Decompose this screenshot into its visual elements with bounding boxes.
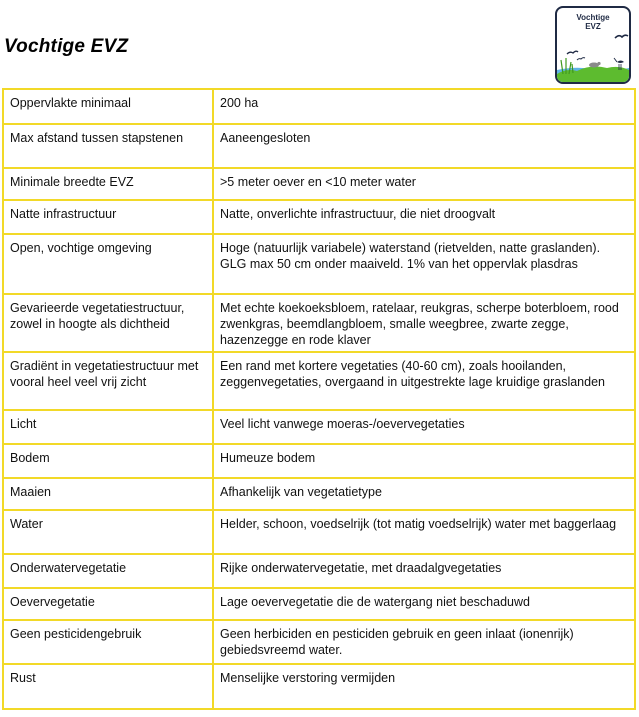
table-row bbox=[4, 168, 634, 200]
table-row bbox=[4, 664, 634, 708]
badge-title-line2: EVZ bbox=[585, 22, 601, 31]
row-label: Bodem bbox=[4, 444, 213, 478]
row-value: Lage oevervegetatie die de watergang niet beschaduwd bbox=[213, 588, 634, 620]
row-label: Rust bbox=[4, 664, 213, 708]
table-row bbox=[4, 294, 634, 352]
row-label: Max afstand tussen stapstenen bbox=[4, 124, 213, 168]
table-row bbox=[4, 588, 634, 620]
table-row bbox=[4, 410, 634, 444]
table-row bbox=[4, 510, 634, 554]
row-value: Een rand met kortere vegetaties (40-60 cm), zoals hooilanden, zeggenvegetaties, overgaand in uitgestrekte lage kruidige graslanden bbox=[213, 352, 634, 410]
row-label: Gevarieerde vegetatiestructuur, zowel in hoogte als dichtheid bbox=[4, 294, 213, 352]
row-label: Onderwatervegetatie bbox=[4, 554, 213, 588]
row-value: Afhankelijk van vegetatietype bbox=[213, 478, 634, 510]
table-row bbox=[4, 90, 634, 124]
criteria-table bbox=[2, 88, 636, 710]
row-value: 200 ha bbox=[213, 90, 634, 124]
row-value: Veel licht vanwege moeras-/oevervegetaties bbox=[213, 410, 634, 444]
row-label: Oppervlakte minimaal bbox=[4, 90, 213, 124]
row-value: Rijke onderwatervegetatie, met draadalgvegetaties bbox=[213, 554, 634, 588]
row-value: Met echte koekoeksbloem, ratelaar, reukgras, scherpe boterbloem, rood zwenkgras, beemdlangbloem, smalle weegbree, zwarte zegge, hazenzegge en rode klaver bbox=[213, 294, 634, 352]
row-value: Geen herbiciden en pesticiden gebruik en geen inlaat (ionenrijk) gebiedsvreemd water. bbox=[213, 620, 634, 664]
row-value: >5 meter oever en <10 meter water bbox=[213, 168, 634, 200]
row-label: Minimale breedte EVZ bbox=[4, 168, 213, 200]
row-value: Natte, onverlichte infrastructuur, die niet droogvalt bbox=[213, 200, 634, 234]
table-row bbox=[4, 234, 634, 294]
badge-title-line1: Vochtige bbox=[576, 13, 610, 22]
row-label: Licht bbox=[4, 410, 213, 444]
habitat-badge bbox=[555, 6, 631, 84]
row-value: Menselijke verstoring vermijden bbox=[213, 664, 634, 708]
row-value: Helder, schoon, voedselrijk (tot matig voedselrijk) water met baggerlaag bbox=[213, 510, 634, 554]
table-row bbox=[4, 478, 634, 510]
table-row bbox=[4, 554, 634, 588]
row-value: Aaneengesloten bbox=[213, 124, 634, 168]
table-row bbox=[4, 124, 634, 168]
row-label: Gradiënt in vegetatiestructuur met vooral heel veel vrij zicht bbox=[4, 352, 213, 410]
row-label: Open, vochtige omgeving bbox=[4, 234, 213, 294]
row-label: Water bbox=[4, 510, 213, 554]
row-label: Maaien bbox=[4, 478, 213, 510]
page-title: Vochtige EVZ bbox=[4, 36, 129, 57]
table-row bbox=[4, 620, 634, 664]
table-row bbox=[4, 200, 634, 234]
row-label: Oevervegetatie bbox=[4, 588, 213, 620]
row-label: Natte infrastructuur bbox=[4, 200, 213, 234]
row-value: Hoge (natuurlijk variabele) waterstand (rietvelden, natte graslanden). GLG max 50 cm onder maaiveld. 1% van het oppervlak plasdras bbox=[213, 234, 634, 294]
table-row bbox=[4, 444, 634, 478]
row-value: Humeuze bodem bbox=[213, 444, 634, 478]
row-label: Geen pesticidengebruik bbox=[4, 620, 213, 664]
table-row bbox=[4, 352, 634, 410]
